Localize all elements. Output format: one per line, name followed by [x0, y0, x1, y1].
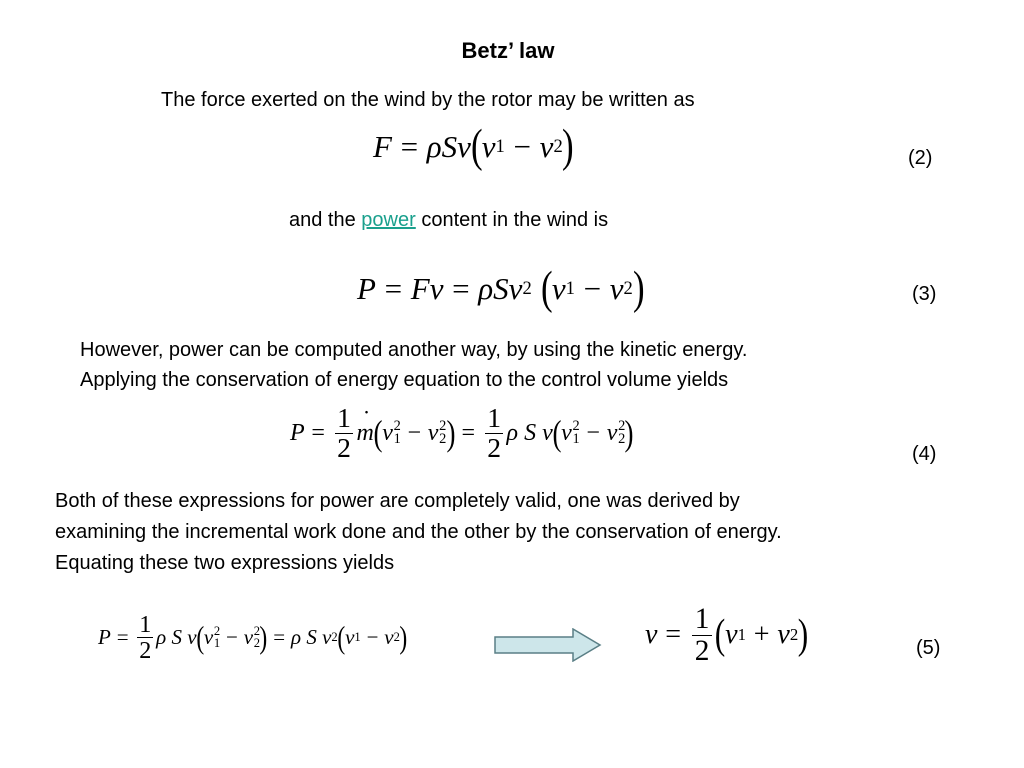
power-link[interactable]: power [361, 209, 416, 231]
equation-number-2: (2) [908, 147, 933, 169]
both-line-3: Equating these two expressions yields [55, 552, 395, 574]
kinetic-line-2: Applying the conservation of energy equation to the control volume yields [80, 369, 729, 391]
equation-5-right: v = $\frac{1}{2}$ ( v 1 + v 2 ) [645, 603, 809, 667]
slide-title: Betz’ law [461, 38, 555, 63]
equation-5-left: P = $\frac{1}{2}$ ρ S v ( v 2 1 − v 2 2 ) = ρ S v 2 ( v 1 − v 2 ) [98, 611, 408, 665]
power-text-after: content in the wind is [421, 209, 609, 231]
equation-number-3: (3) [912, 283, 937, 305]
both-line-1: Both of these expressions for power are completely valid, one was derived by [55, 490, 740, 512]
equation-2: F = ρSv ( v 1 − v 2 ) [373, 121, 574, 172]
kinetic-line-1: However, power can be computed another way, by using the kinetic energy. [80, 339, 748, 361]
both-line-2: examining the incremental work done and the other by the conservation of energy. [55, 521, 782, 543]
intro-text: The force exerted on the wind by the rotor may be written as [161, 89, 695, 111]
equation-4: P = $\frac{1}{2}$ m ˙ ( v 2 1 − v 2 2 ) = $\frac{1}{2}$ ρ S v ( v 2 1 − v 2 2 ) [290, 404, 634, 463]
power-text-before: and the [289, 209, 356, 231]
equation-number-4: (4) [912, 443, 937, 465]
equation-3: P = Fv = ρSv 2 ( v 1 − v 2 ) [357, 263, 645, 314]
equation-number-5: (5) [916, 637, 941, 659]
right-arrow-icon [494, 628, 602, 662]
power-text [289, 206, 608, 235]
